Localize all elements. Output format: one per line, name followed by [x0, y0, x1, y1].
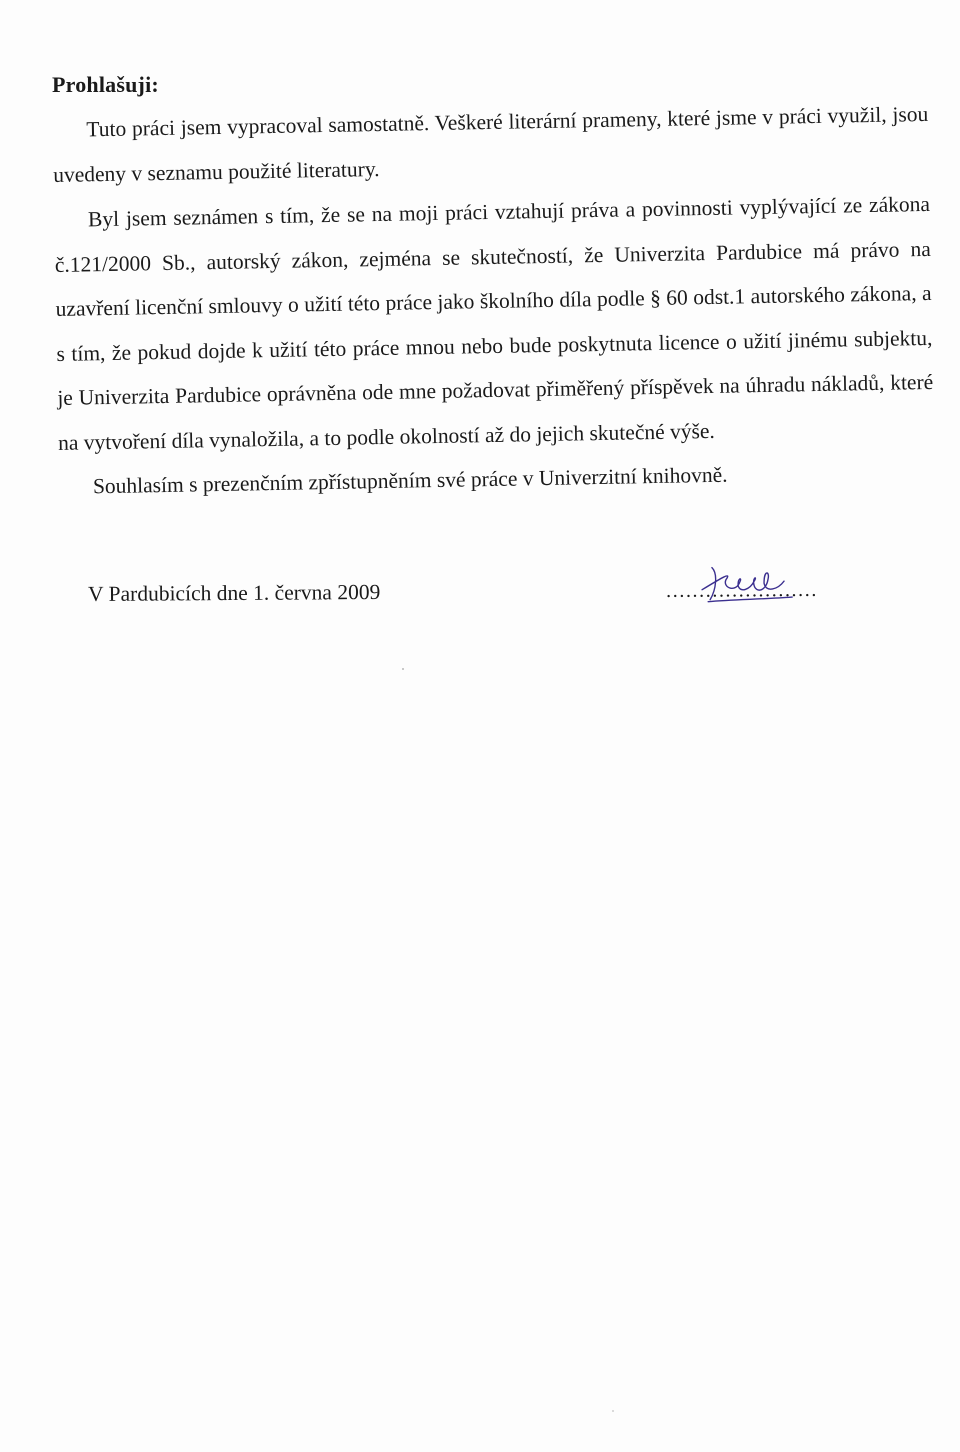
signature-row — [88, 572, 908, 628]
paragraph-library-consent: Souhlasím s prezenčním zpřístupněním své práce v Univerzitní knihovně. — [92, 462, 728, 499]
declaration-heading: Prohlašuji: — [52, 72, 159, 97]
declaration-body — [52, 92, 935, 510]
handwritten-signature — [692, 559, 802, 608]
scan-artifact — [402, 668, 404, 670]
scan-artifact — [612, 1410, 614, 1412]
signature-line: ....................... — [666, 578, 818, 602]
paragraph-copyright: Byl jsem seznámen s tím, že se na moji práci vztahují práva a povinnosti vyplývající ze zákona č.121/2000 Sb., autorský zákon, zejména se skutečností, že Univerzita Pardubice má právo na uzavření licenční smlouvy o užití této práce jako školního díla podle § 60 odst.1 autorského zákona, a s tím, že pokud dojde k užití této práce mnou nebo bude poskytnuta licence o užití jinému subjektu, je Univerzita Pardubice oprávněna ode mne požadovat přiměřený příspěvek na úhradu nákladů, které na vytvoření díla vynaložila, a to podle okolností až do jejich skutečné výše. — [54, 191, 934, 455]
paragraph-authorship: Tuto práci jsem vypracoval samostatně. Veškeré literární prameny, které jsme v práci využil, jsou uvedeny v seznamu použité literatury. — [53, 101, 929, 187]
place-and-date: V Pardubicích dne 1. června 2009 — [88, 579, 381, 606]
